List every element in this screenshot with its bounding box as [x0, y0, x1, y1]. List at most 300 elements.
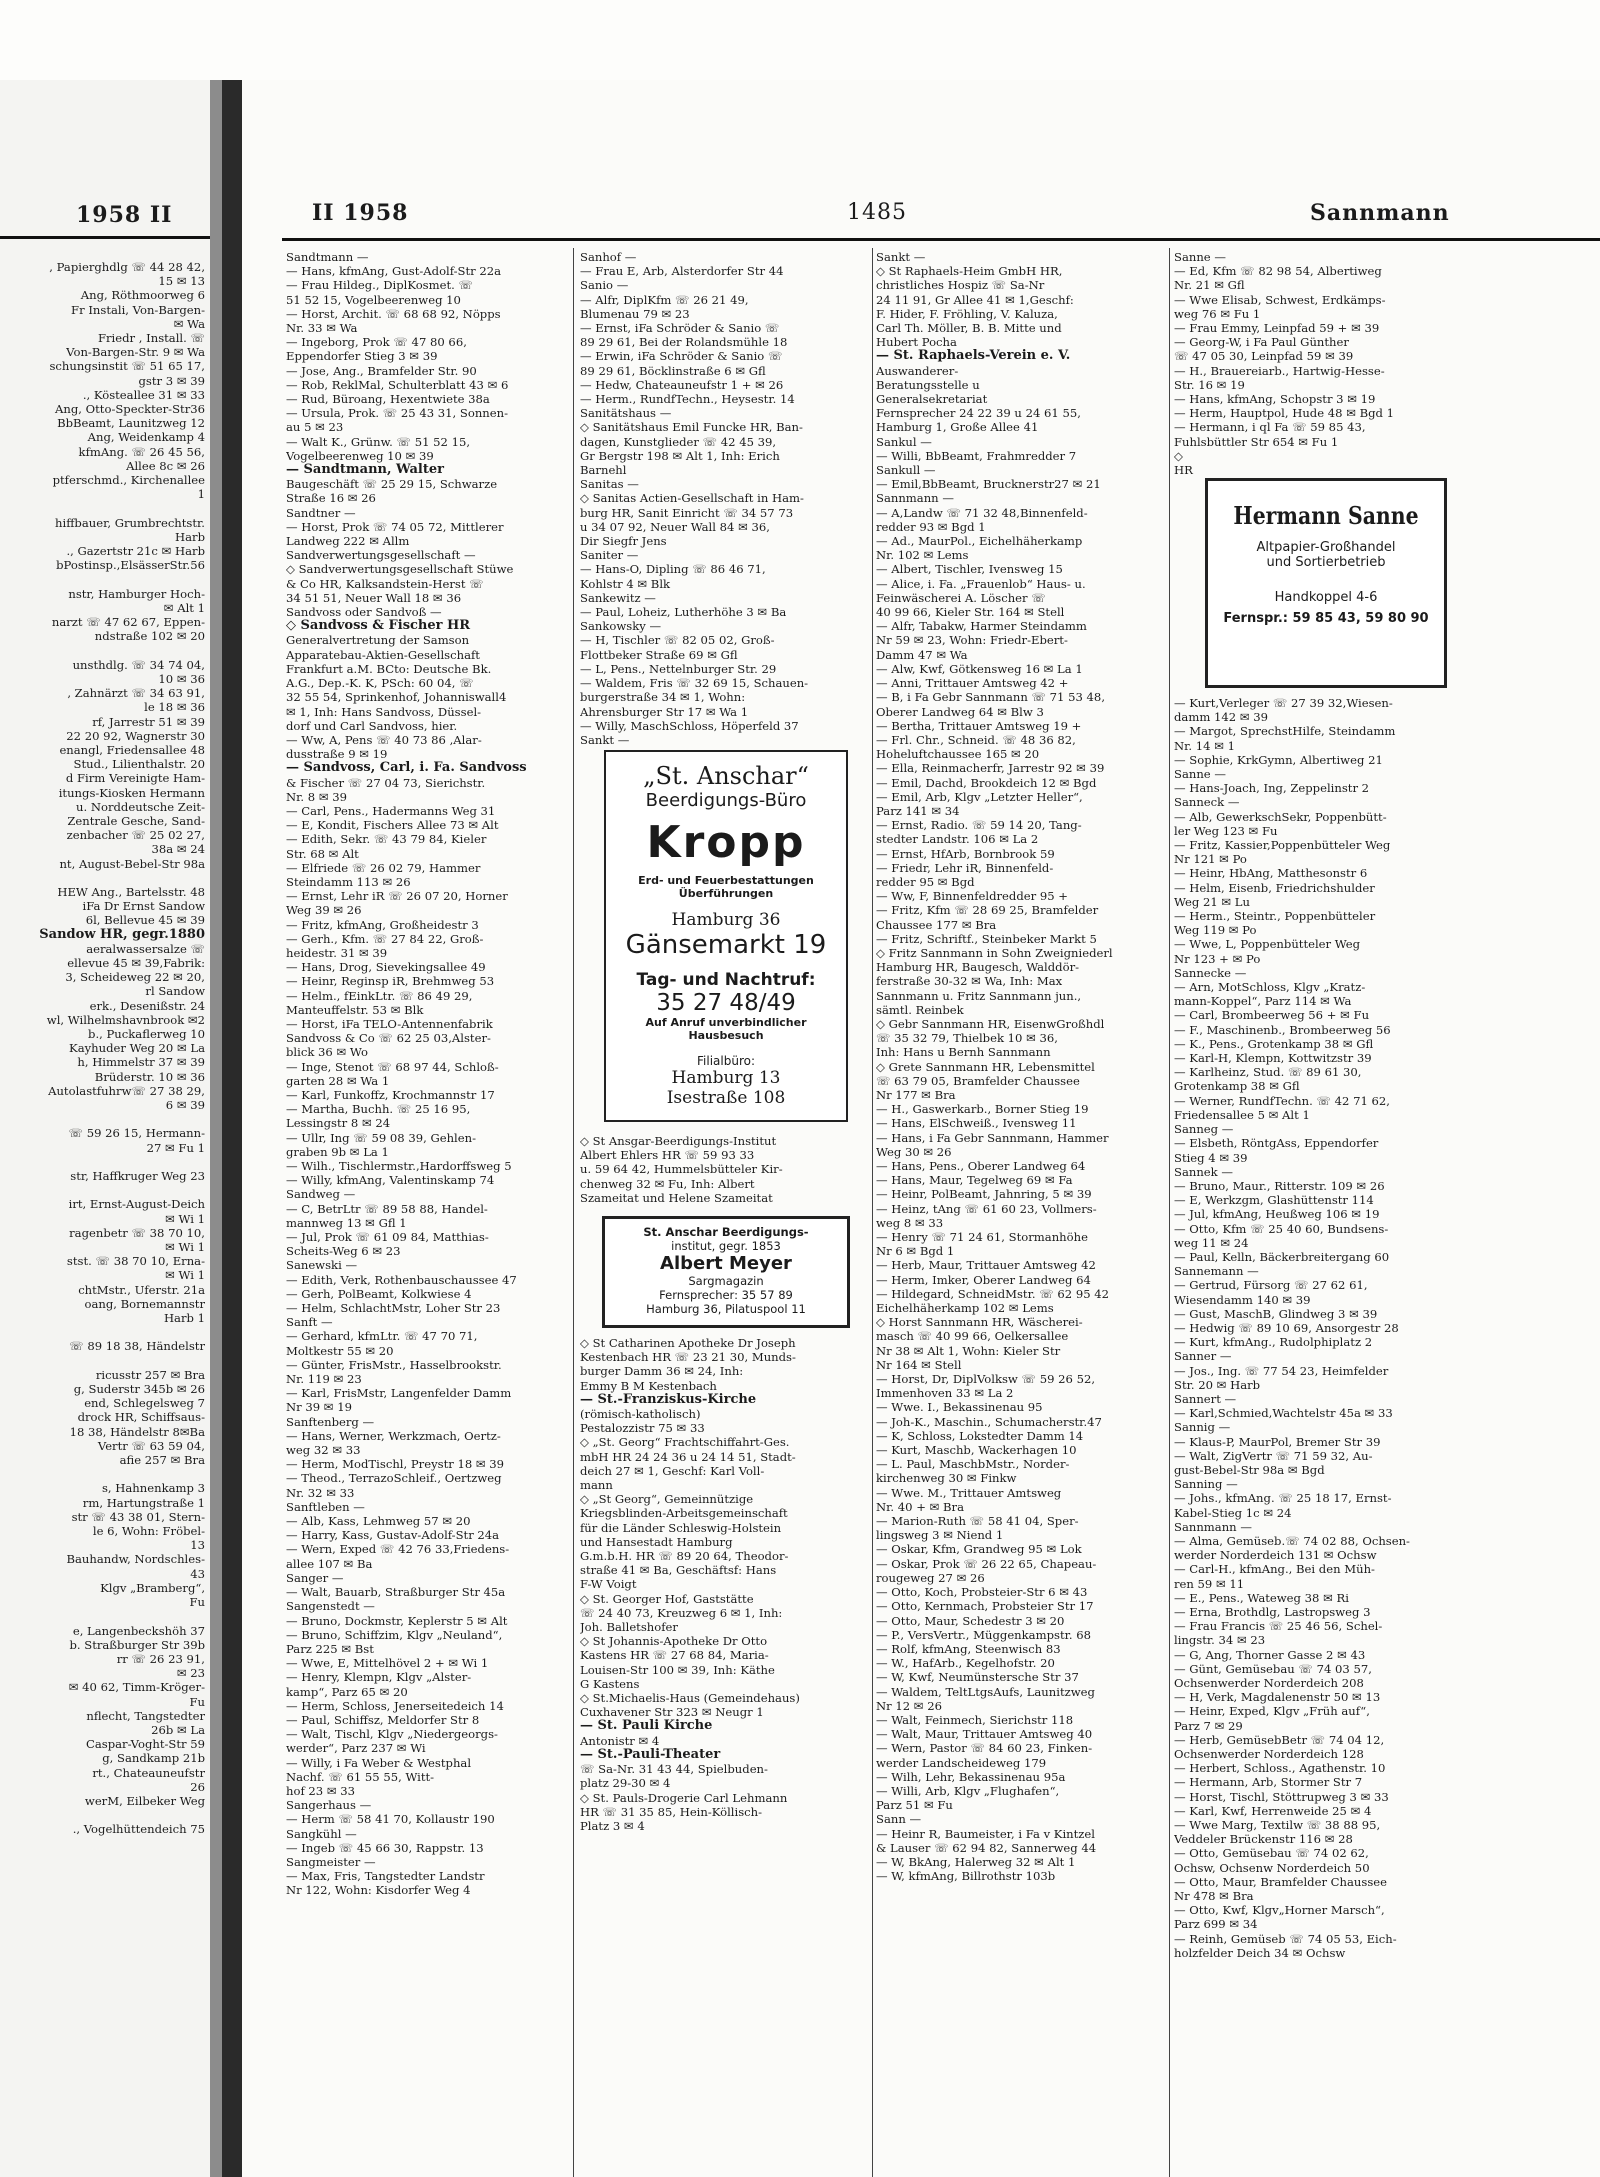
- left-page-header: 1958 II: [76, 202, 173, 228]
- directory-entry-line: Weg 119 ✉ Po: [1174, 923, 1257, 938]
- left-page-line: Fu: [189, 1694, 205, 1709]
- directory-column-2-middle: [580, 1134, 868, 1205]
- directory-entry-line: — Oskar, Prok ☏ 26 22 65, Chapeau-: [876, 1556, 1097, 1571]
- directory-entry-line: — Edith, Verk, Rothenbauschaussee 47: [286, 1272, 517, 1287]
- directory-entry-line: — H, Verk, Magdalenenstr 50 ✉ 13: [1174, 1690, 1381, 1705]
- directory-entry-line: dusstraße 9 ✉ 19: [286, 747, 388, 762]
- directory-entry-line: — Karl, Kwf, Herrenweide 25 ✉ 4: [1174, 1803, 1372, 1818]
- directory-entry-line: — Rud, Büroang, Hexentwiete 38a: [286, 392, 490, 407]
- directory-entry-line: Nr 121 ✉ Po: [1174, 852, 1247, 867]
- directory-entry-line: Manteuffelstr. 53 ✉ Blk: [286, 1002, 424, 1017]
- directory-entry-line: Nr 122, Wohn: Kisdorfer Weg 4: [286, 1883, 471, 1898]
- directory-entry-line: Sannig —: [1174, 1420, 1231, 1435]
- directory-entry-line: — Karlheinz, Stud. ☏ 89 61 30,: [1174, 1065, 1362, 1080]
- directory-entry-line: Sanhof —: [580, 250, 637, 264]
- left-page-line: Ang, Röthmoorweg 6: [80, 288, 205, 303]
- directory-entry-line: — Bruno, Schiffzim, Klgv „Neuland“,: [286, 1627, 503, 1642]
- directory-entry-line: Str. 16 ✉ 19: [1174, 377, 1245, 392]
- directory-entry-line: — A,Landw ☏ 71 32 48,Binnenfeld-: [876, 505, 1088, 520]
- directory-entry-line: G.m.b.H. HR ☏ 89 20 64, Theodor-: [580, 1549, 789, 1564]
- left-page-line: u. Norddeutsche Zeit-: [76, 799, 205, 814]
- directory-entry-line: — H, Tischler ☏ 82 05 02, Groß-: [580, 633, 775, 648]
- left-page-line: 18 38, Händelstr 8✉Ba: [69, 1424, 205, 1439]
- directory-entry-line: HR: [1174, 463, 1193, 478]
- left-page-line: [0, 572, 205, 586]
- directory-entry-line: — Gerh, PolBeamt, Kolkwiese 4: [286, 1286, 472, 1301]
- directory-entry-line: straße 41 ✉ Ba, Geschäftsf: Hans: [580, 1563, 777, 1578]
- directory-entry-line: Sannek —: [1174, 1164, 1233, 1179]
- left-page-line: Fr Instali, Von-Bargen-: [71, 302, 205, 317]
- left-page-line: g, Sandkamp 21b: [102, 1751, 205, 1766]
- directory-entry-line: Gr Bergstr 198 ✉ Alt 1, Inh: Erich: [580, 448, 780, 463]
- directory-entry-line: — Heinz, tAng ☏ 61 60 23, Vollmers-: [876, 1201, 1097, 1216]
- directory-entry-line: — Ingeb ☏ 45 66 30, Rappstr. 13: [286, 1840, 484, 1855]
- left-page-line: oang, Bornemannstr: [84, 1296, 205, 1311]
- directory-entry-line: Grotenkamp 38 ✉ Gfl: [1174, 1079, 1300, 1094]
- ad-kropp-branch-label: Filialbüro:: [697, 1054, 755, 1068]
- directory-entry-line: — Emil,BbBeamt, Brucknerstr27 ✉ 21: [876, 477, 1101, 492]
- left-page-line: [0, 501, 205, 515]
- directory-entry-line: — Hans, i Fa Gebr Sannmann, Hammer: [876, 1130, 1109, 1145]
- left-page-line: Harb 1: [163, 1311, 205, 1326]
- directory-entry-line: Sanner —: [1174, 1349, 1232, 1364]
- directory-column-4-bottom: [1174, 696, 1464, 1960]
- directory-entry-line: — Bertha, Trittauer Amtsweg 19 +: [876, 718, 1082, 733]
- directory-entry-line: Sanitas —: [580, 477, 639, 492]
- directory-entry-line: Cuxhavener Str 323 ✉ Neugr 1: [580, 1705, 764, 1720]
- directory-entry-line: — W., HafArb., Kegelhofstr. 20: [876, 1656, 1055, 1671]
- directory-entry-line: — Helm, Eisenb, Friedrichshulder: [1174, 880, 1375, 895]
- directory-entry-line: ◇ St Raphaels-Heim GmbH HR,: [876, 264, 1063, 279]
- left-page-line: ✉ Wi 1: [165, 1268, 205, 1283]
- left-page-line: d Firm Vereinigte Ham-: [65, 771, 205, 786]
- directory-entry-line: Kriegsblinden-Arbeitsgemeinschaft: [580, 1506, 788, 1521]
- directory-entry-line: blick 36 ✉ Wo: [286, 1045, 368, 1060]
- directory-entry-line: — H., Brauereiarb., Hartwig-Hesse-: [1174, 363, 1385, 378]
- directory-entry-line: — Reinh, Gemüseb ☏ 74 05 53, Eich-: [1174, 1931, 1397, 1946]
- directory-entry-line: Antonistr ✉ 4: [580, 1733, 660, 1748]
- directory-entry-line: Wiesendamm 140 ✉ 39: [1174, 1292, 1311, 1307]
- directory-entry-line: für die Länder Schleswig-Holstein: [580, 1520, 782, 1535]
- directory-entry-line: 89 29 61, Bei der Rolandsmühle 18: [580, 335, 788, 350]
- header-rule: [282, 238, 1600, 241]
- directory-entry-line: — Bruno, Maur., Ritterstr. 109 ✉ 26: [1174, 1178, 1385, 1193]
- ad-sanne-address: Handkoppel 4-6: [1274, 590, 1378, 605]
- directory-entry-line: Str. 68 ✉ Alt: [286, 846, 359, 861]
- directory-entry-line: — Sandvoss, Carl, i. Fa. Sandvoss: [286, 761, 527, 776]
- directory-entry-line: 40 99 66, Kieler Str. 164 ✉ Stell: [876, 605, 1065, 620]
- directory-entry-line: Parz 51 ✉ Fu: [876, 1798, 953, 1813]
- directory-entry-line: (römisch-katholisch): [580, 1407, 701, 1422]
- directory-entry-line: Sanneg —: [1174, 1122, 1234, 1137]
- directory-entry-line: — Willy, i Fa Weber & Westphal: [286, 1755, 472, 1770]
- left-page-line: ✉ 40 62, Timm-Kröger-: [68, 1680, 205, 1695]
- left-page-line: 6l, Bellevue 45 ✉ 39: [85, 913, 205, 928]
- left-page-line: ptferschmd., Kirchenallee: [52, 473, 205, 488]
- directory-entry-line: Kohlstr 4 ✉ Blk: [580, 576, 671, 591]
- directory-entry-line: — Rob, ReklMal, Schulterblatt 43 ✉ 6: [286, 377, 509, 392]
- directory-entry-line: — Ernst, iFa Schröder & Sanio ☏: [580, 321, 780, 336]
- directory-entry-line: — Günter, FrisMstr., Hasselbrookstr.: [286, 1357, 502, 1372]
- directory-entry-line: Veddeler Brückenstr 116 ✉ 28: [1174, 1832, 1353, 1847]
- directory-entry-line: ler Weg 123 ✉ Fu: [1174, 823, 1278, 838]
- directory-entry-line: Szameitat und Helene Szameitat: [580, 1190, 773, 1205]
- directory-entry-line: Dir Siegfr Jens: [580, 534, 667, 549]
- directory-entry-line: — Walt, Tischl, Klgv „Niedergeorgs-: [286, 1727, 498, 1742]
- left-page-line: Allee 8c ✉ 26: [126, 458, 205, 473]
- left-page-line: erk., Desenißstr. 24: [89, 998, 205, 1013]
- directory-entry-line: & Lauser ☏ 62 94 82, Sannerweg 44: [876, 1840, 1097, 1855]
- directory-entry-line: — Otto, Kernmach, Probsteier Str 17: [876, 1599, 1094, 1614]
- left-page-line: 15 ✉ 13: [158, 274, 205, 289]
- directory-entry-line: ferstraße 30-32 ✉ Wa, Inh: Max: [876, 974, 1063, 989]
- directory-entry-line: burg HR, Sanit Einricht ☏ 34 57 73: [580, 505, 794, 520]
- left-page-line: le 18 ✉ 36: [144, 700, 205, 715]
- directory-entry-line: sämtl. Reinbek: [876, 1002, 964, 1017]
- directory-entry-line: — Joh-K., Maschin., Schumacherstr.47: [876, 1414, 1102, 1429]
- directory-entry-line: Sangmeister —: [286, 1854, 376, 1869]
- directory-entry-line: — Paul, Loheiz, Lutherhöhe 3 ✉ Ba: [580, 605, 787, 620]
- directory-entry-line: — Herb, GemüsebBetr ☏ 74 04 12,: [1174, 1732, 1385, 1747]
- directory-entry-line: Sannmann —: [1174, 1519, 1252, 1534]
- directory-entry-line: werder“, Parz 237 ✉ Wi: [286, 1741, 426, 1756]
- directory-column-4-top: [1174, 250, 1464, 477]
- directory-entry-line: — Ella, Reinmacherfr, Jarrestr 92 ✉ 39: [876, 761, 1105, 776]
- directory-entry-line: — Sophie, KrkGymn, Albertiweg 21: [1174, 752, 1383, 767]
- directory-entry-line: gust-Bebel-Str 98a ✉ Bgd: [1174, 1462, 1325, 1477]
- left-page-line: ☏ 59 26 15, Hermann-: [68, 1126, 205, 1141]
- directory-entry-line: — Ernst, Lehr iR ☏ 26 07 20, Horner: [286, 889, 508, 904]
- left-page-line: rt., Chateauneufstr: [92, 1765, 205, 1780]
- directory-entry-line: F. Hider, F. Fröhling, V. Kaluza,: [876, 306, 1058, 321]
- directory-entry-line: Sanft —: [286, 1315, 333, 1330]
- directory-entry-line: Sannmann —: [876, 491, 954, 506]
- left-page-line: rf, Jarrestr 51 ✉ 39: [92, 714, 205, 729]
- directory-entry-line: Frankfurt a.M. BCto: Deutsche Bk.: [286, 661, 492, 676]
- directory-entry-line: — Max, Fris, Tangstedter Landstr: [286, 1869, 485, 1884]
- book-spine-edge: [210, 80, 222, 2177]
- left-page-line: 13: [190, 1538, 205, 1553]
- directory-entry-line: — Hans, kfmAng, Schopstr 3 ✉ 19: [1174, 392, 1376, 407]
- directory-entry-line: ◇ Horst Sannmann HR, Wäscherei-: [876, 1315, 1083, 1330]
- directory-entry-line: Kabel-Stieg 1c ✉ 24: [1174, 1505, 1292, 1520]
- left-page-line: str ☏ 43 38 01, Stern-: [71, 1509, 205, 1524]
- directory-entry-line: — W, BkAng, Halerweg 32 ✉ Alt 1: [876, 1854, 1076, 1869]
- directory-entry-line: — E, Kondit, Fischers Allee 73 ✉ Alt: [286, 818, 499, 833]
- directory-entry-line: ◇ Sanitätshaus Emil Funcke HR, Ban-: [580, 420, 803, 435]
- directory-entry-line: — Heinr, PolBeamt, Jahnring, 5 ✉ 39: [876, 1187, 1092, 1202]
- directory-entry-line: — Otto, Kwf, Klgv„Horner Marsch“,: [1174, 1903, 1385, 1918]
- directory-entry-line: burgerstraße 34 ✉ 1, Wohn:: [580, 690, 746, 705]
- directory-entry-line: — Otto, Gemüsebau ☏ 74 02 62,: [1174, 1846, 1369, 1861]
- directory-entry-line: Ochsenwerder Norderdeich 208: [1174, 1676, 1364, 1691]
- ad-kropp-street: Gänsemarkt 19: [625, 930, 827, 960]
- directory-entry-line: — Wwe. M., Trittauer Amtsweg: [876, 1485, 1062, 1500]
- ad-meyer-line1: St. Anschar Beerdigungs-: [643, 1225, 809, 1239]
- directory-entry-line: Moltkestr 55 ✉ 20: [286, 1343, 394, 1358]
- left-page-line: [0, 1183, 205, 1197]
- directory-entry-line: — Hans-O, Dipling ☏ 86 46 71,: [580, 562, 766, 577]
- directory-entry-line: — Fritz, kfmAng, Großheidestr 3: [286, 917, 479, 932]
- directory-entry-line: — B, i Fa Gebr Sannmann ☏ 71 53 48,: [876, 690, 1105, 705]
- directory-entry-line: — Horst, Archit. ☏ 68 68 92, Nöpps: [286, 306, 501, 321]
- directory-entry-line: — Gerh., Kfm. ☏ 27 84 22, Groß-: [286, 931, 484, 946]
- directory-entry-line: ◇ Gebr Sannmann HR, EisenwGroßhdl: [876, 1016, 1105, 1031]
- directory-entry-line: — Hermann, i ql Fa ☏ 59 85 43,: [1174, 420, 1366, 435]
- left-page-line: ragenbetr ☏ 38 70 10,: [69, 1225, 205, 1240]
- directory-entry-line: damm 142 ✉ 39: [1174, 710, 1268, 725]
- directory-entry-line: platz 29-30 ✉ 4: [580, 1776, 671, 1791]
- directory-entry-line: Baugeschäft ☏ 25 29 15, Schwarze: [286, 477, 498, 492]
- left-page-edge: [0, 80, 210, 2177]
- directory-entry-line: — Helm, SchlachtMstr, Loher Str 23: [286, 1301, 501, 1316]
- directory-entry-line: — Carl, Pens., Hadermanns Weg 31: [286, 803, 496, 818]
- directory-entry-line: — Walt, Bauarb, Straßburger Str 45a: [286, 1585, 506, 1600]
- directory-entry-line: — E., Pens., Wateweg 38 ✉ Ri: [1174, 1590, 1349, 1605]
- directory-entry-line: mann: [580, 1478, 613, 1493]
- directory-entry-line: Nr. 33 ✉ Wa: [286, 321, 358, 336]
- directory-entry-line: — Theod., TerrazoSchleif., Oertzweg: [286, 1471, 502, 1486]
- directory-entry-line: christliches Hospiz ☏ Sa-Nr: [876, 278, 1045, 293]
- directory-entry-line: Oberer Landweg 64 ✉ Blw 3: [876, 704, 1044, 719]
- directory-entry-line: — Willi, BbBeamt, Frahmredder 7: [876, 448, 1077, 463]
- directory-entry-line: — Erna, Brothdlg, Lastropsweg 3: [1174, 1605, 1371, 1619]
- directory-entry-line: — Alfr, Tabakw, Harmer Steindamm: [876, 619, 1087, 634]
- directory-entry-line: ☏ 24 40 73, Kreuzweg 6 ✉ 1, Inh:: [580, 1605, 783, 1620]
- directory-entry-line: — Emil, Dachd, Brookdeich 12 ✉ Bgd: [876, 775, 1097, 790]
- directory-entry-line: deich 27 ✉ 1, Geschf: Karl Voll-: [580, 1463, 765, 1478]
- directory-entry-line: — Heinr, Reginsp iR, Brehmweg 53: [286, 974, 495, 989]
- left-page-line: 26b ✉ La: [151, 1722, 205, 1737]
- directory-entry-line: ✉ 1, Inh: Hans Sandvoss, Düssel-: [286, 704, 482, 719]
- directory-entry-line: — Karl-H, Klempn, Kottwitzstr 39: [1174, 1051, 1372, 1066]
- left-page-line: 6 ✉ 39: [165, 1097, 205, 1112]
- directory-entry-line: Nr. 8 ✉ 39: [286, 789, 347, 804]
- directory-entry-line: weg 32 ✉ 33: [286, 1443, 361, 1458]
- directory-entry-line: — St. Raphaels-Verein e. V.: [876, 349, 1071, 364]
- directory-entry-line: Parz 141 ✉ 34: [876, 803, 960, 818]
- directory-entry-line: ☏ Sa-Nr. 31 43 44, Spielbuden-: [580, 1762, 768, 1777]
- directory-entry-line: Straße 16 ✉ 26: [286, 491, 376, 506]
- directory-entry-line: — Kurt, kfmAng., Rudolphiplatz 2: [1174, 1335, 1373, 1350]
- left-page-line: Zentrale Gesche, Sand-: [67, 813, 205, 828]
- directory-entry-line: — Wern, Pastor ☏ 84 60 23, Finken-: [876, 1741, 1093, 1756]
- directory-entry-line: mbH HR 24 24 36 u 24 14 51, Stadt-: [580, 1449, 796, 1464]
- directory-entry-line: chenweg 32 ✉ Fu, Inh: Albert: [580, 1176, 755, 1191]
- directory-entry-line: Hamburg 1, Große Allee 41: [876, 420, 1039, 435]
- left-page-line: afie 257 ✉ Bra: [119, 1453, 205, 1468]
- directory-entry-line: Joh. Balletshofer: [580, 1620, 678, 1635]
- left-page-line: nflecht, Tangstedter: [86, 1708, 205, 1723]
- directory-entry-line: — Fritz, Kfm ☏ 28 69 25, Bramfelder: [876, 903, 1099, 918]
- directory-entry-line: lingstr. 34 ✉ 23: [1174, 1633, 1266, 1648]
- directory-entry-line: — Kurt, Maschb, Wackerhagen 10: [876, 1443, 1077, 1458]
- directory-entry-line: — W, Kwf, Neumünstersche Str 37: [876, 1670, 1079, 1685]
- left-page-line: ✉ Wi 1: [165, 1211, 205, 1226]
- left-page-line: h, Himmelstr 37 ✉ 39: [77, 1055, 205, 1070]
- directory-entry-line: — Wwe, E, Mittelhövel 2 + ✉ Wi 1: [286, 1656, 489, 1671]
- directory-entry-line: & Fischer ☏ 27 04 73, Sierichstr.: [286, 775, 486, 790]
- directory-entry-line: — Bruno, Dockmstr, Keplerstr 5 ✉ Alt: [286, 1613, 508, 1628]
- directory-entry-line: Sannecke —: [1174, 965, 1247, 980]
- running-head: Sannmann: [1310, 200, 1450, 226]
- directory-entry-line: — Hans, Werner, Werkzmach, Oertz-: [286, 1428, 501, 1443]
- directory-entry-line: Feinwäscherei A. Löscher ☏: [876, 590, 1046, 605]
- directory-entry-line: Steindamm 113 ✉ 26: [286, 874, 411, 889]
- directory-entry-line: Blumenau 79 ✉ 23: [580, 306, 690, 321]
- directory-entry-line: — Otto, Maur, Bramfelder Chaussee: [1174, 1874, 1388, 1889]
- directory-entry-line: — Kurt,Verleger ☏ 27 39 32,Wiesen-: [1174, 696, 1393, 710]
- directory-entry-line: Auswanderer-: [876, 363, 959, 378]
- directory-entry-line: — Waldem, TeltLtgsAufs, Launitzweg: [876, 1684, 1095, 1699]
- directory-entry-line: A.G., Dep.-K. K, PSch: 60 04, ☏: [286, 676, 474, 691]
- directory-entry-line: — Heinr, HbAng, Matthesonstr 6: [1174, 866, 1368, 881]
- ad-kropp-line11: Hausbesuch: [688, 1029, 764, 1042]
- directory-entry-line: — Ed, Kfm ☏ 82 98 54, Albertiweg: [1174, 264, 1382, 279]
- ad-kropp-branch-city: Hamburg 13: [671, 1068, 781, 1088]
- ad-sanne-line3: und Sortierbetrieb: [1266, 555, 1386, 570]
- directory-entry-line: Pestalozzistr 75 ✉ 33: [580, 1421, 705, 1436]
- directory-entry-line: Nr 478 ✉ Bra: [1174, 1889, 1254, 1904]
- directory-entry-line: Hoheluftchaussee 165 ✉ 20: [876, 747, 1040, 762]
- left-page-line: Fu: [189, 1595, 205, 1610]
- directory-entry-line: ◇ St Ansgar-Beerdigungs-Institut: [580, 1134, 777, 1148]
- directory-entry-line: Sandvoss oder Sandvoß —: [286, 605, 442, 620]
- directory-entry-line: Sankull —: [876, 463, 936, 478]
- directory-entry-line: Platz 3 ✉ 4: [580, 1818, 645, 1833]
- directory-entry-line: Nr. 14 ✉ 1: [1174, 738, 1235, 753]
- directory-entry-line: Chaussee 177 ✉ Bra: [876, 917, 997, 932]
- directory-entry-line: Sandverwertungsgesellschaft —: [286, 548, 476, 563]
- left-page-line: [0, 1155, 205, 1169]
- left-page-line: 22 20 92, Wagnerstr 30: [66, 728, 205, 743]
- directory-entry-line: Vogelbeerenweg 10 ✉ 39: [286, 448, 434, 463]
- left-page-line: Stud., Lilienthalstr. 20: [73, 757, 205, 772]
- left-page-line: Kayhuder Weg 20 ✉ La: [69, 1041, 205, 1056]
- left-page-line: rr ☏ 26 23 91,: [116, 1651, 205, 1666]
- directory-entry-line: — Herm, ModTischl, Preystr 18 ✉ 39: [286, 1457, 505, 1472]
- directory-entry-line: — Marion-Ruth ☏ 58 41 04, Sper-: [876, 1514, 1079, 1529]
- ad-kropp-line10: Auf Anruf unverbindlicher: [645, 1016, 807, 1029]
- directory-entry-line: — Alb, GewerkschSekr, Poppenbütt-: [1174, 809, 1387, 824]
- directory-entry-line: — Martha, Buchh. ☏ 25 16 95,: [286, 1102, 471, 1117]
- directory-entry-line: — Jul, Prok ☏ 61 09 84, Matthias-: [286, 1230, 489, 1245]
- ad-kropp-line4: Erd- und Feuerbestattungen: [638, 874, 814, 887]
- directory-entry-line: — Alma, Gemüseb.☏ 74 02 88, Ochsen-: [1174, 1533, 1410, 1548]
- directory-entry-line: Nr. 40 + ✉ Bra: [876, 1499, 964, 1514]
- left-page-line: Sandow HR, gegr.1880: [39, 927, 205, 942]
- directory-entry-line: ◇ Sandverwertungsgesellschaft Stüwe: [286, 562, 514, 577]
- left-page-line: [0, 871, 205, 885]
- directory-entry-line: — Otto, Koch, Probsteier-Str 6 ✉ 43: [876, 1585, 1088, 1600]
- directory-entry-line: Sankowsky —: [580, 619, 662, 634]
- directory-entry-line: — Sandtmann, Walter: [286, 463, 444, 478]
- directory-entry-line: Nr 39 ✉ 19: [286, 1400, 352, 1415]
- directory-entry-line: — C, BetrLtr ☏ 89 58 88, Handel-: [286, 1201, 488, 1216]
- directory-column-3: [876, 250, 1166, 1883]
- directory-entry-line: — Inge, Stenot ☏ 68 97 44, Schloß-: [286, 1059, 499, 1074]
- directory-entry-line: — Herm., RundfTechn., Heysestr. 14: [580, 392, 795, 407]
- left-page-line: [0, 1325, 205, 1339]
- left-page-line: 1: [197, 487, 205, 502]
- ad-kropp-phone: 35 27 48/49: [656, 990, 796, 1016]
- directory-entry-line: Apparatebau-Aktien-Gesellschaft: [286, 647, 480, 662]
- directory-entry-line: — Fritz, Kassier,Poppenbütteler Weg: [1174, 838, 1391, 853]
- left-page-line: [0, 1808, 205, 1822]
- directory-entry-line: Ahrensburger Str 17 ✉ Wa 1: [580, 704, 749, 719]
- directory-entry-line: au 5 ✉ 23: [286, 420, 344, 435]
- directory-entry-line: — Walt, Feinmech, Sierichstr 118: [876, 1712, 1074, 1727]
- ad-kropp-line1: „St. Anschar“: [643, 762, 809, 790]
- left-page-line: Friedr , Install. ☏: [97, 331, 205, 346]
- directory-entry-line: — Wilh, Lehr, Bekassinenau 95a: [876, 1769, 1066, 1784]
- directory-entry-line: Nachf. ☏ 61 55 55, Witt-: [286, 1769, 435, 1784]
- directory-entry-line: mannweg 13 ✉ Gfl 1: [286, 1215, 407, 1230]
- directory-entry-line: — Hans, kfmAng, Gust-Adolf-Str 22a: [286, 264, 502, 279]
- directory-entry-line: — Friedr, Lehr iR, Binnenfeld-: [876, 860, 1054, 875]
- directory-entry-line: — Wilh., Tischlermstr.,Hardorffsweg 5: [286, 1159, 512, 1173]
- left-page-line: nt, August-Bebel-Str 98a: [59, 856, 205, 871]
- left-page-line: , Papierghdlg ☏ 44 28 42,: [49, 260, 205, 274]
- directory-entry-line: Nr 177 ✉ Bra: [876, 1087, 956, 1102]
- left-page-line: itungs-Kiosken Hermann: [58, 785, 205, 800]
- directory-entry-line: Generalsekretariat: [876, 392, 988, 407]
- directory-entry-line: Sanitätshaus —: [580, 406, 672, 421]
- directory-entry-line: — Herm., Steintr., Poppenbütteler: [1174, 909, 1376, 924]
- directory-entry-line: Eichelhäherkamp 102 ✉ Lems: [876, 1301, 1054, 1316]
- directory-entry-line: — W, kfmAng, Billrothstr 103b: [876, 1869, 1056, 1884]
- directory-entry-line: graben 9b ✉ La 1: [286, 1144, 389, 1159]
- directory-entry-line: Sannmann u. Fritz Sannmann jun.,: [876, 988, 1082, 1003]
- book-gutter: [222, 80, 242, 2177]
- directory-entry-line: Nr. 102 ✉ Lems: [876, 548, 969, 563]
- directory-entry-line: werder Norderdeich 131 ✉ Ochsw: [1174, 1548, 1377, 1563]
- left-page-line: [0, 1467, 205, 1481]
- directory-entry-line: burger Damm 36 ✉ 24, Inh:: [580, 1364, 744, 1379]
- directory-entry-line: u. 59 64 42, Hummelsbütteler Kir-: [580, 1162, 783, 1177]
- left-page-line: 26: [190, 1779, 205, 1794]
- left-page-line: gstr 3 ✉ 39: [138, 373, 205, 388]
- directory-entry-line: Sanewski —: [286, 1258, 358, 1273]
- directory-entry-line: — Jos., Ing. ☏ 77 54 23, Heimfelder: [1174, 1363, 1389, 1378]
- directory-entry-line: — Karl,Schmied,Wachtelstr 45a ✉ 33: [1174, 1406, 1393, 1421]
- directory-entry-line: Sann —: [876, 1812, 922, 1827]
- left-page-line: nstr, Hamburger Hoch-: [68, 586, 205, 601]
- directory-entry-line: — Henry, Klempn, Klgv „Alster-: [286, 1670, 472, 1685]
- directory-entry-line: — Wern, Exped ☏ 42 76 33,Friedens-: [286, 1542, 510, 1557]
- left-page-line: iFa Dr Ernst Sandow: [82, 899, 205, 914]
- directory-entry-line: HR ☏ 31 35 85, Hein-Köllisch-: [580, 1804, 763, 1819]
- left-page-line: ellevue 45 ✉ 39,Fabrik:: [67, 955, 205, 970]
- left-page-line: werM, Eilbeker Weg: [84, 1793, 205, 1808]
- left-page-line: Bauhandw, Nordschles-: [66, 1552, 205, 1567]
- directory-entry-line: 89 29 61, Böcklinstraße 6 ✉ Gfl: [580, 363, 766, 378]
- ad-kropp-line8: Tag- und Nachtruf:: [636, 970, 816, 990]
- left-page-line: ✉ Alt 1: [163, 600, 205, 615]
- directory-entry-line: heidestr. 31 ✉ 39: [286, 945, 388, 960]
- directory-entry-line: — Herm, Hauptpol, Hude 48 ✉ Bgd 1: [1174, 406, 1395, 421]
- directory-entry-line: Parz 7 ✉ 29: [1174, 1718, 1243, 1733]
- directory-entry-line: — Carl, Brombeerweg 56 + ✉ Fu: [1174, 1008, 1370, 1023]
- directory-entry-line: — E, Werkzgm, Glashüttenstr 114: [1174, 1193, 1374, 1208]
- directory-entry-line: — Margot, SprechstHilfe, Steindamm: [1174, 724, 1396, 739]
- directory-entry-line: ◇ St. Georger Hof, Gaststätte: [580, 1591, 754, 1606]
- directory-entry-line: — Erwin, iFa Schröder & Sanio ☏: [580, 349, 783, 364]
- left-page-line: ✉ Wa: [173, 316, 205, 331]
- directory-entry-line: dagen, Kunstglieder ☏ 42 45 39,: [580, 434, 777, 449]
- ad-kropp-line2: Beerdigungs-Büro: [645, 790, 807, 811]
- directory-entry-line: — Werner, RundfTechn. ☏ 42 71 62,: [1174, 1093, 1390, 1108]
